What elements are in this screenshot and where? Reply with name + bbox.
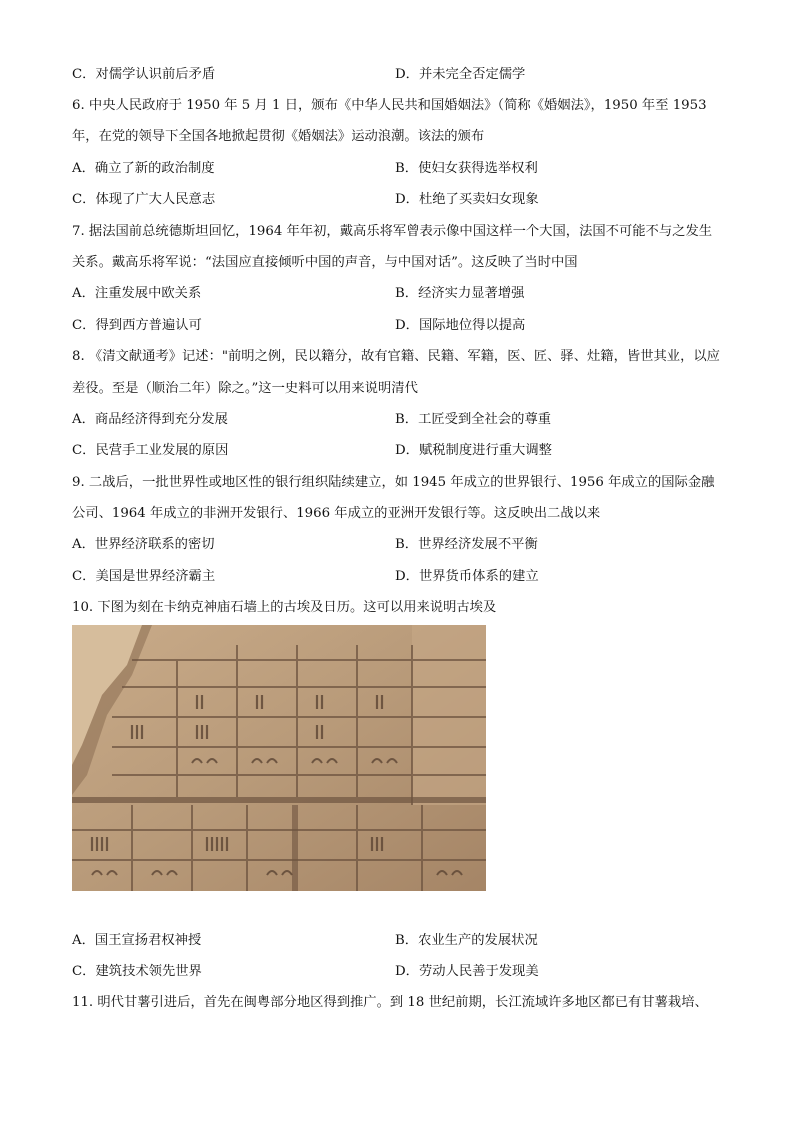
q7-option-d: D．国际地位得以提高 [395,318,526,333]
q6-option-d: D．杜绝了买卖妇女现象 [395,192,539,207]
q7-option-b: B．经济实力显著增强 [395,286,525,301]
q9-stem-line2: 公司、1964 年成立的非洲开发银行、1966 年成立的亚洲开发银行等。这反映出二战以来 [72,506,601,521]
q7-option-a: A．注重发展中欧关系 [72,286,202,301]
q10-option-c: C．建筑技术领先世界 [72,964,202,979]
q9-option-c: C．美国是世界经济霸主 [72,569,216,584]
q8-option-d: D．赋税制度进行重大调整 [395,443,552,458]
q8-stem-line2: 差役。至是（顺治二年）除之。”这一史料可以用来说明清代 [72,381,418,396]
q10-option-d: D．劳动人民善于发现美 [395,964,539,979]
q10-stem-line1: 10. 下图为刻在卡纳克神庙石墙上的古埃及日历。这可以用来说明古埃及 [72,600,497,615]
q7-stem-line2: 关系。戴高乐将军说：“法国应直接倾听中国的声音，与中国对话”。这反映了当时中国 [72,255,578,270]
q6-option-c: C．体现了广大人民意志 [72,192,216,207]
stone-relief-image [72,625,486,891]
q9-option-a: A．世界经济联系的密切 [72,537,215,552]
q9-stem-line1: 9. 二战后，一批世界性或地区性的银行组织陆续建立，如 1945 年成立的世界银行、1956 年成立的国际金融 [72,475,715,490]
q7-option-c: C．得到西方普遍认可 [72,318,202,333]
q10-option-b: B．农业生产的发展状况 [395,933,538,948]
q6-option-b: B．使妇女获得选举权利 [395,161,538,176]
q8-stem-line1: 8. 《清文献通考》记述："前明之例，民以籍分，故有官籍、民籍、军籍，医、匠、驿、灶籍，皆世其业，以应 [72,349,720,364]
q11-stem-line1: 11. 明代甘薯引进后，首先在闽粤部分地区得到推广。到 18 世纪前期，长江流域许多地区都已有甘薯栽培、 [72,995,708,1010]
q9-option-d: D．世界货币体系的建立 [395,569,539,584]
q9-option-b: B．世界经济发展不平衡 [395,537,538,552]
q8-option-a: A．商品经济得到充分发展 [72,412,228,427]
q5-option-d: D．并未完全否定儒学 [395,67,526,82]
q10-option-a: A．国王宣扬君权神授 [72,933,202,948]
q6-stem-line1: 6. 中央人民政府于 1950 年 5 月 1 日，颁布《中华人民共和国婚姻法》（简称《婚姻法》，1950 年至 1953 [72,98,707,113]
q5-option-c: C．对儒学认识前后矛盾 [72,67,216,82]
q6-stem-line2: 年，在党的领导下全国各地掀起贯彻《婚姻法》运动浪潮。该法的颁布 [72,129,485,144]
q6-option-a: A．确立了新的政治制度 [72,161,215,176]
karnak-calendar-photo [72,625,486,891]
q8-option-c: C．民营手工业发展的原因 [72,443,229,458]
q8-option-b: B．工匠受到全社会的尊重 [395,412,552,427]
q7-stem-line1: 7. 据法国前总统德斯坦回忆，1964 年年初，戴高乐将军曾表示像中国这样一个大国，法国不可能不与之发生 [72,224,713,239]
